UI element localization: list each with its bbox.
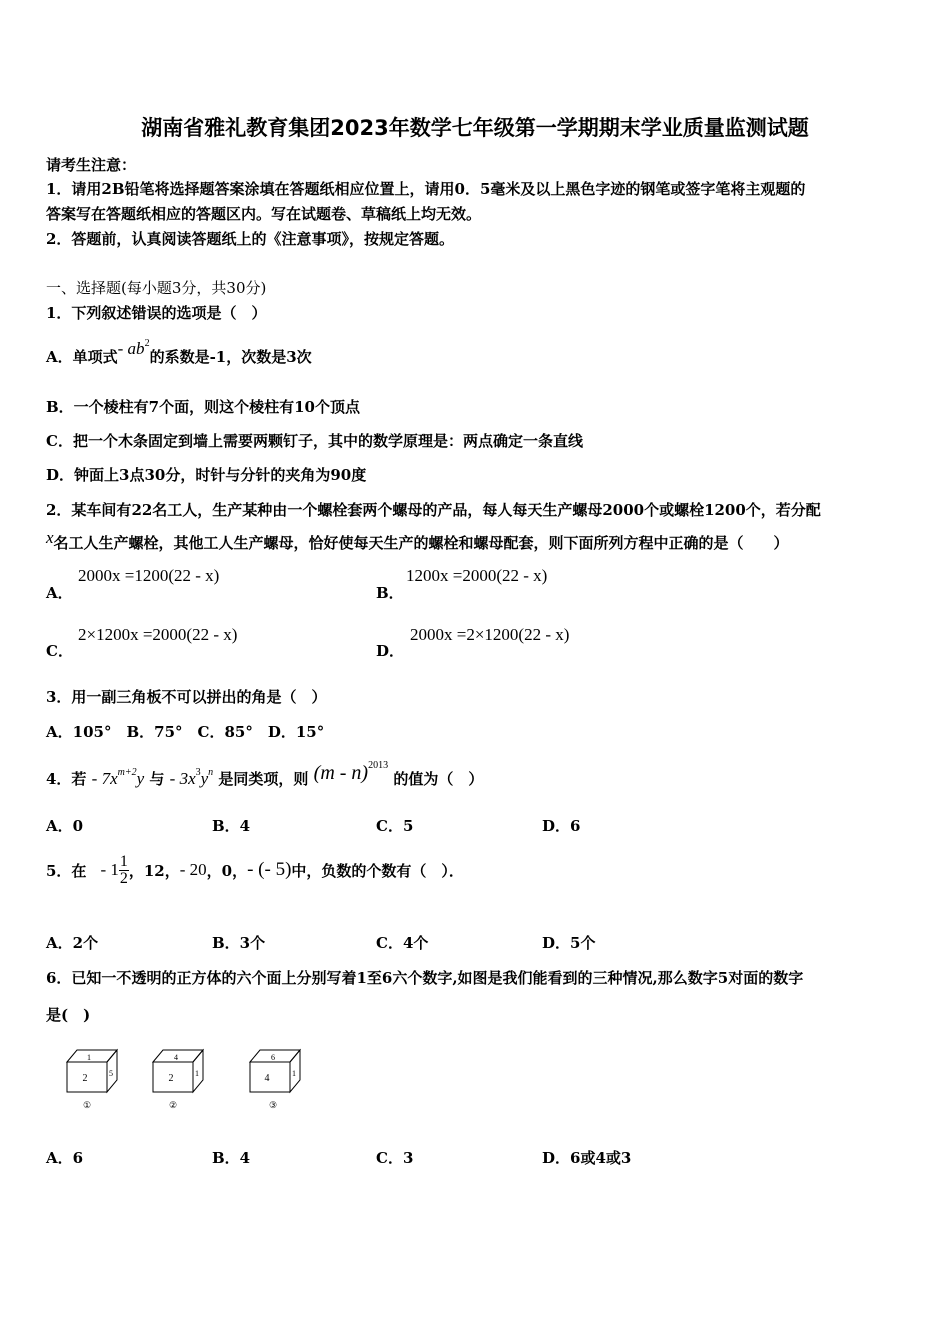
q3-stem: 3．用一副三角板不可以拼出的角是（ ） — [46, 688, 327, 706]
q5-mixed-whole: - 1 — [100, 860, 119, 879]
notice-line-2: 2．答题前，认真阅读答题纸上的《注意事项》，按规定答题。 — [46, 230, 454, 248]
cube-1-front: 2 — [82, 1073, 88, 1084]
q4-option-b: B．4 — [212, 817, 251, 835]
q5-neg20: - 20 — [179, 860, 207, 879]
cube-3 — [250, 1050, 300, 1110]
cube-1-top: 1 — [87, 1053, 91, 1062]
q4-term1-exponent: m+2 — [117, 767, 137, 778]
q5-separator-1: ，12， — [128, 861, 180, 880]
q6-option-c: C．3 — [376, 1149, 414, 1167]
q4-mid: 与 — [149, 770, 165, 788]
q5-stem — [46, 850, 464, 890]
q6-option-a: A．6 — [46, 1149, 84, 1167]
q6-option-d: D．6或4或3 — [542, 1149, 632, 1167]
q2-stem-line1: 2．某车间有22名工人，生产某种由一个螺栓套两个螺母的产品，每人每天生产螺母2000个或螺栓1200个，若分配 — [46, 501, 821, 519]
q3-options: A．105° B．75° C．85° D．15° — [46, 723, 325, 741]
notice-line-1b: 答案写在答题纸相应的答题区内。写在试题卷、草稿纸上均无效。 — [46, 205, 482, 223]
q2-option-a-expression: 2000x =1200(22 - x) — [78, 566, 220, 585]
q4-prefix: 4．若 — [46, 770, 87, 788]
q4-expression: (m - n) — [313, 762, 369, 784]
q1-a-expression: - ab — [117, 339, 145, 358]
notice-line-1a: 1．请用2B铅笔将选择题答案涂填在答题纸相应位置上，请用0．5毫米及以上黑色字迹的钢笔或签字笔将主观题的 — [46, 180, 806, 198]
q4-option-a: A．0 — [46, 817, 84, 835]
q2-option-a-label: A． — [46, 584, 73, 602]
q4-suffix: 的值为（ ） — [393, 770, 484, 788]
q5-fraction-numerator: 1 — [119, 852, 128, 870]
cube-1 — [67, 1050, 117, 1110]
cube-2-side: 1 — [195, 1069, 199, 1078]
q2-option-b-label: B． — [376, 584, 404, 602]
q4-term1: - 7x — [91, 769, 118, 788]
q1-option-d: D．钟面上3点30分，时针与分针的夹角为90度 — [46, 466, 367, 484]
q4-option-d: D．6 — [542, 817, 581, 835]
cube-2 — [153, 1050, 203, 1110]
q5-fraction — [119, 854, 129, 887]
q1-a-prefix: A．单项式 — [46, 348, 118, 366]
q2-variable: x — [46, 528, 54, 547]
q4-mid2: 是同类项，则 — [218, 770, 309, 788]
q5-option-a: A．2个 — [46, 934, 99, 952]
cube-3-front: 4 — [264, 1073, 270, 1084]
page-title: 湖南省雅礼教育集团2023年数学七年级第一学期期末学业质量监测试题 — [141, 116, 809, 140]
q4-expression-exponent: 2013 — [368, 760, 389, 771]
cube-figures — [55, 1040, 315, 1115]
q1-option-a — [46, 338, 312, 367]
q6-option-b: B．4 — [212, 1149, 251, 1167]
q6-stem-line2: 是( ) — [46, 1006, 91, 1024]
cube-2-top: 4 — [174, 1053, 178, 1062]
q2-option-d-expression: 2000x =2×1200(22 - x) — [410, 625, 570, 644]
q5-fraction-denominator: 2 — [119, 869, 128, 887]
cube-3-side: 1 — [292, 1069, 296, 1078]
q1-option-b: B．一个棱柱有7个面，则这个棱柱有10个顶点 — [46, 398, 360, 416]
q2-stem-text: 名工人生产螺栓，其他工人生产螺母，恰好使每天生产的螺栓和螺母配套，则下面所列方程中正确的是（ ） — [53, 534, 789, 552]
q1-a-suffix: 的系数是-1，次数是3次 — [149, 348, 312, 366]
q5-suffix: 中，负数的个数有（ ）． — [291, 861, 464, 880]
q2-stem-line2 — [46, 528, 789, 553]
cube-1-label: ① — [82, 1100, 92, 1110]
cube-2-front: 2 — [168, 1073, 174, 1084]
cube-2-label: ② — [168, 1100, 178, 1110]
q5-negneg5: - (- 5) — [247, 859, 292, 880]
q4-term2: - 3x — [169, 769, 196, 788]
q4-term2-y: y — [200, 769, 209, 788]
q4-term1-y: y — [136, 769, 145, 788]
q4-stem — [46, 760, 484, 790]
section-heading: 一、选择题(每小题3分，共30分) — [46, 279, 267, 297]
q4-option-c: C．5 — [376, 817, 414, 835]
q2-option-c-expression: 2×1200x =2000(22 - x) — [78, 625, 238, 644]
q1-stem: 1．下列叙述错误的选项是（ ） — [46, 304, 267, 322]
q4-term2-exponent-2: n — [208, 767, 214, 778]
cube-3-label: ③ — [268, 1100, 278, 1110]
q6-stem-line1: 6．已知一不透明的正方体的六个面上分别写着1至6六个数字,如图是我们能看到的三种情况,那么数字5对面的数字 — [46, 969, 804, 987]
q4-term2-exponent-1: 3 — [195, 767, 201, 778]
q2-option-c-label: C． — [46, 642, 73, 660]
q5-prefix: 5．在 — [46, 861, 87, 880]
cube-3-top: 6 — [271, 1053, 275, 1062]
cube-1-side: 5 — [109, 1069, 113, 1078]
q5-option-d: D．5个 — [542, 934, 596, 952]
q5-option-c: C．4个 — [376, 934, 429, 952]
q2-option-b-expression: 1200x =2000(22 - x) — [406, 566, 548, 585]
q5-separator-2: ，0， — [206, 861, 248, 880]
q2-option-d-label: D． — [376, 642, 405, 660]
q1-option-c: C．把一个木条固定到墙上需要两颗钉子，其中的数学原理是：两点确定一条直线 — [46, 432, 583, 450]
q1-a-exponent: 2 — [144, 338, 150, 349]
q5-option-b: B．3个 — [212, 934, 266, 952]
notice-heading: 请考生注意： — [46, 156, 137, 174]
